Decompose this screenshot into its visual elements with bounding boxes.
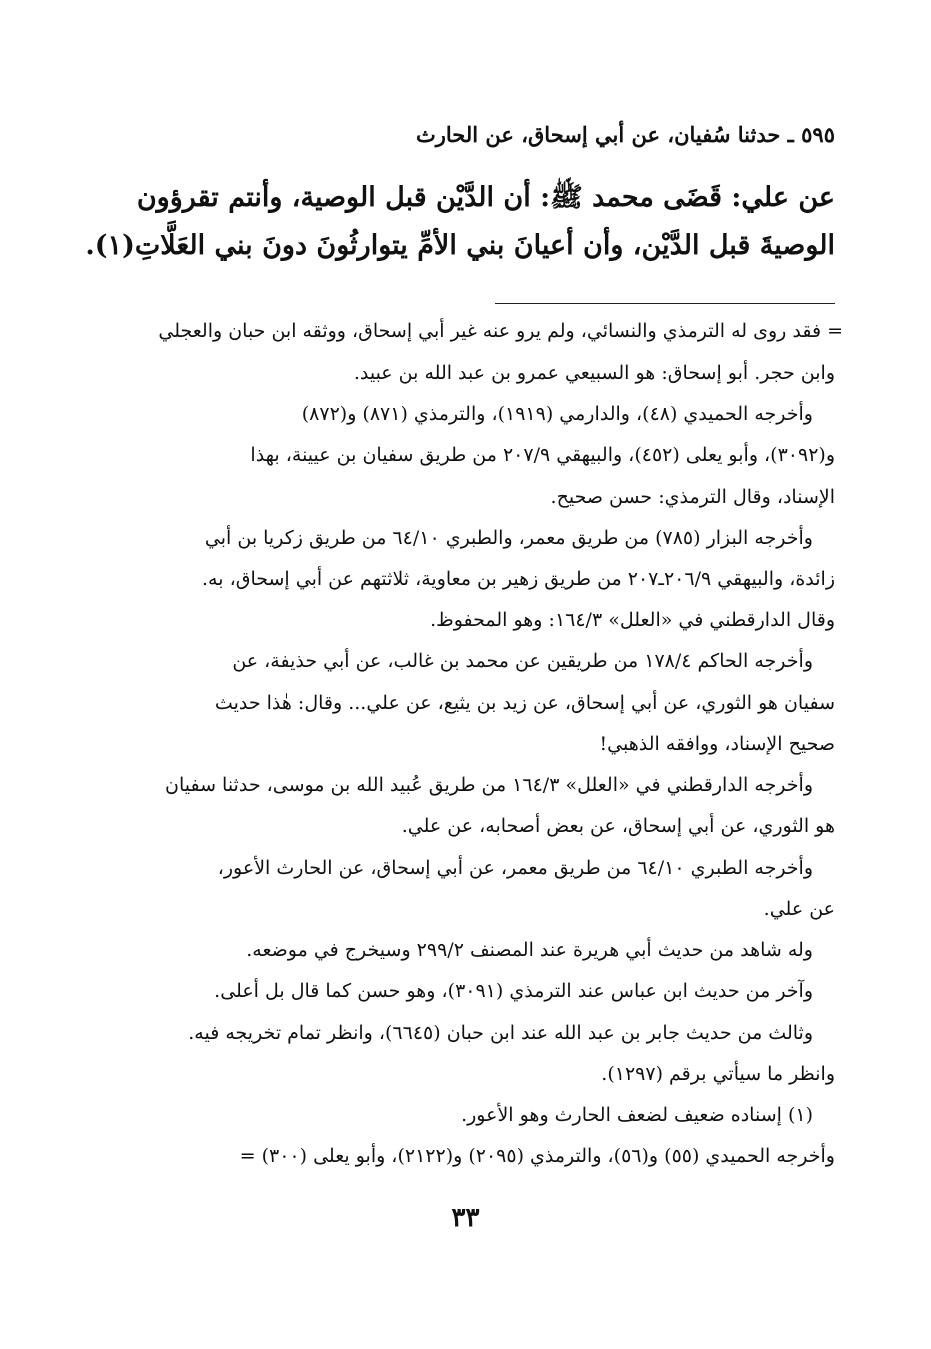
footnote-line: هو الثوري، عن أبي إسحاق، عن بعض أصحابه، عن علي. bbox=[401, 815, 835, 837]
footnote-line: وابن حجر. أبو إسحاق: هو السبيعي عمرو بن عبد الله بن عبيد. bbox=[353, 362, 835, 384]
footnote-line: وآخر من حديث ابن عباس عند الترمذي (٣٠٩١)، وهو حسن كما قال بل أعلى. bbox=[214, 980, 813, 1002]
footnote-line: صحيح الإسناد، ووافقه الذهبي! bbox=[599, 733, 835, 755]
footnote-line: سفيان هو الثوري، عن أبي إسحاق، عن زيد بن يثيع، عن علي... وقال: هٰذا حديث bbox=[214, 692, 835, 714]
footnote-line: = فقد روى له الترمذي والنسائي، ولم يرو عنه غير أبي إسحاق، ووثقه ابن حبان والعجلي bbox=[158, 320, 843, 342]
footnote-line: زائدة، والبيهقي ٢٠٦/٩ـ٢٠٧ من طريق زهير بن معاوية، ثلاثتهم عن أبي إسحاق، به. bbox=[202, 568, 835, 590]
footnote-line: عن علي. bbox=[763, 898, 835, 920]
footnote-line: وقال الدارقطني في «العلل» ١٦٤/٣: وهو المحفوظ. bbox=[430, 609, 835, 631]
footnote-line: وانظر ما سيأتي برقم (١٢٩٧). bbox=[601, 1063, 835, 1085]
footnote-line: وأخرجه الدارقطني في «العلل» ١٦٤/٣ من طريق عُبيد الله بن موسى، حدثنا سفيان bbox=[164, 774, 813, 796]
footnote-line: وله شاهد من حديث أبي هريرة عند المصنف ٢٩٩/٢ وسيخرج في موضعه. bbox=[246, 939, 813, 961]
footnote-line: وأخرجه الحميدي (٤٨)، والدارمي (١٩١٩)، والترمذي (٨٧١) و(٨٧٢) bbox=[301, 403, 813, 425]
footnote-line: و(٣٠٩٢)، وأبو يعلى (٤٥٢)، والبيهقي ٢٠٧/٩ من طريق سفيان بن عيينة، بهذا bbox=[250, 444, 835, 466]
page-number: ٣٣ bbox=[451, 1203, 480, 1233]
footnote-line: وأخرجه الحاكم ١٧٨/٤ من طريقين عن محمد بن غالب، عن أبي حذيفة، عن bbox=[232, 650, 813, 672]
footnote-line: وثالث من حديث جابر بن عبد الله عند ابن حبان (٦٦٤٥)، وانظر تمام تخريجه فيه. bbox=[188, 1022, 813, 1044]
footnote-line: وأخرجه الطبري ٦٤/١٠ من طريق معمر، عن أبي إسحاق، عن الحارث الأعور، bbox=[217, 857, 813, 879]
footnote-line: (١) إسناده ضعيف لضعف الحارث وهو الأعور. bbox=[461, 1104, 813, 1126]
hadith-text-line: عن علي: قَضَى محمد ﷺ: أن الدَّيْن قبل الوصية، وأنتم تقرؤون bbox=[136, 182, 835, 213]
hadith-text-line: الوصيةَ قبل الدَّيْن، وأن أعيانَ بني الأمِّ يتوارثُونَ دونَ بني العَلَّاتِ(١). bbox=[85, 230, 835, 261]
footnote-line: وأخرجه الحميدي (٥٥) و(٥٦)، والترمذي (٢٠٩٥) و(٢١٢٢)، وأبو يعلى (٣٠٠) = bbox=[239, 1145, 835, 1167]
footnote-line: وأخرجه البزار (٧٨٥) من طريق معمر، والطبري ٦٤/١٠ من طريق زكريا بن أبي bbox=[204, 527, 813, 549]
footnote-separator bbox=[495, 303, 835, 304]
footnote-line: الإسناد، وقال الترمذي: حسن صحيح. bbox=[550, 486, 835, 508]
hadith-header: ٥٩٥ ـ حدثنا سُفيان، عن أبي إسحاق، عن الحارث bbox=[416, 122, 835, 147]
